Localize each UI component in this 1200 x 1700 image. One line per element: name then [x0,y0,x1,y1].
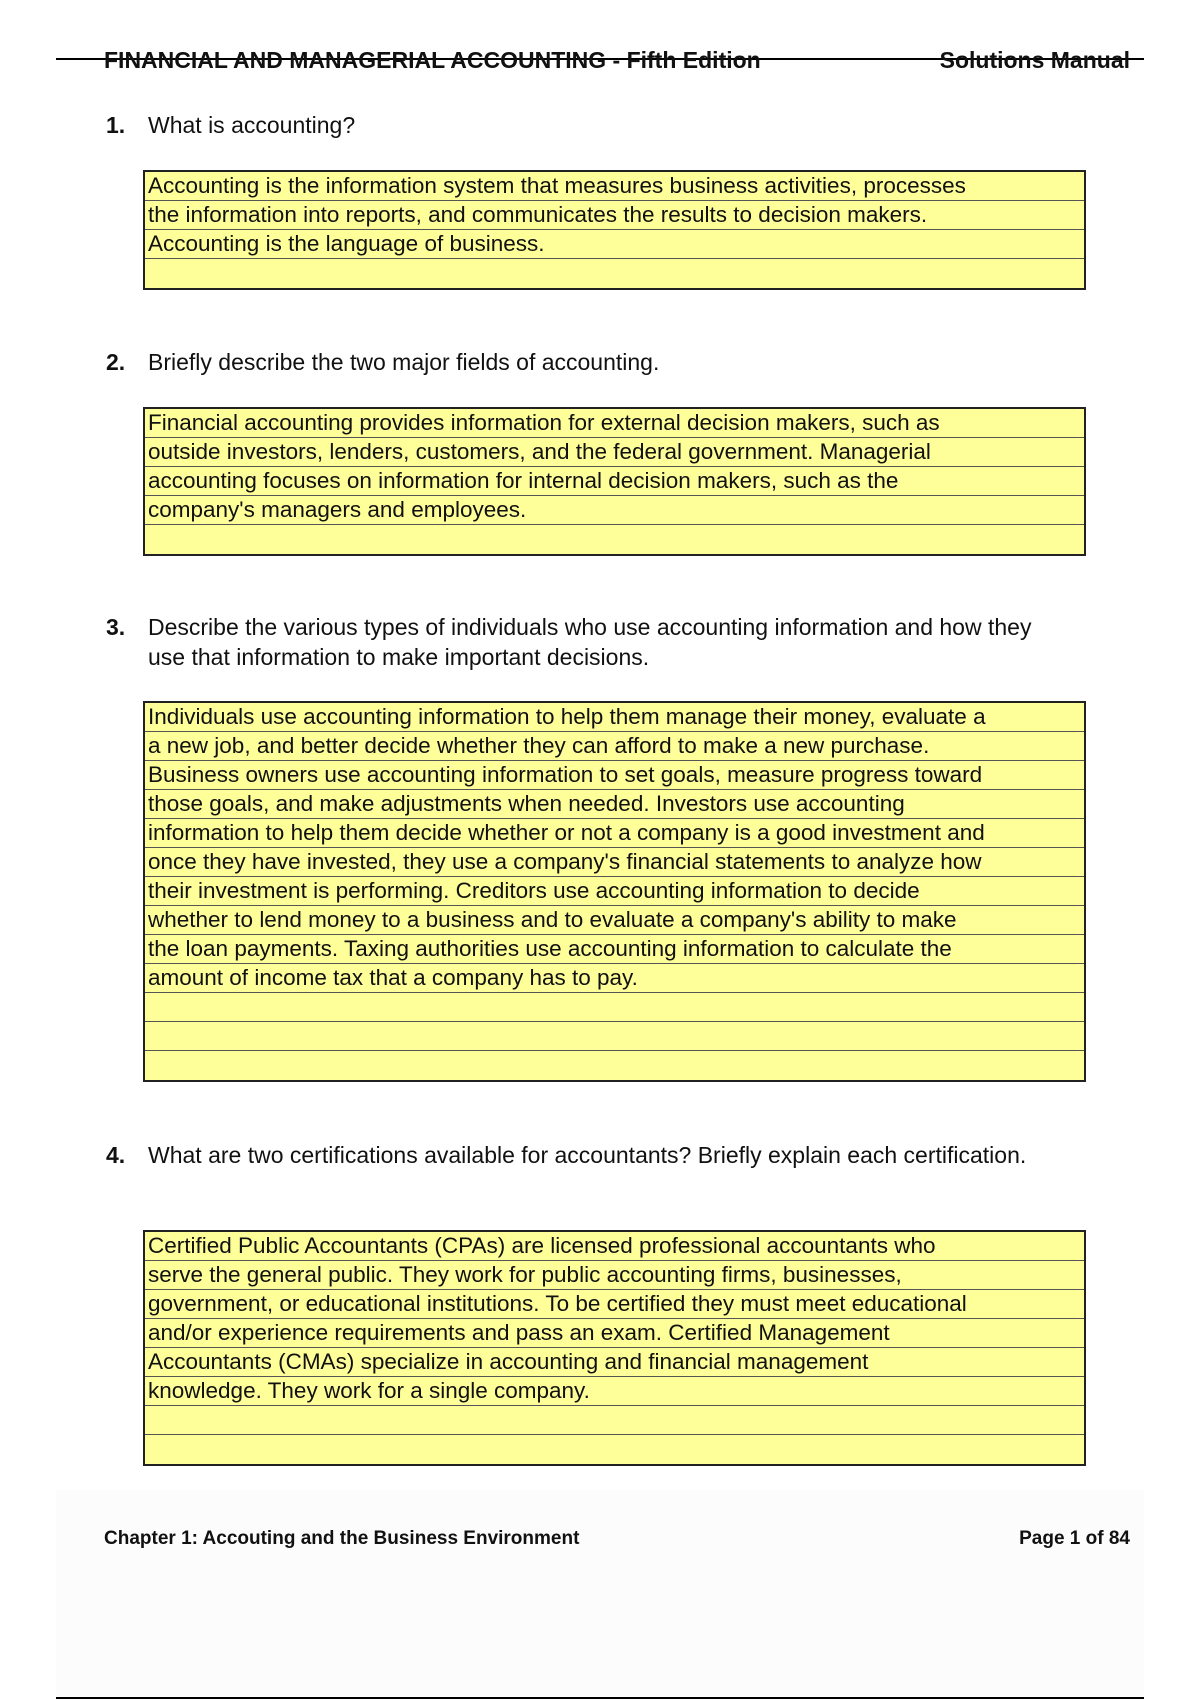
answer-line [145,259,1084,288]
answer-line: Accounting is the information system that measures business activities, processes [145,172,1084,201]
question-1 [106,110,1096,140]
question-text: What are two certifications available for accountants? Briefly explain each certification. [148,1142,1027,1168]
answer-line: serve the general public. They work for public accounting firms, businesses, [145,1261,1084,1290]
answer-line: Accountants (CMAs) specialize in accounting and financial management [145,1348,1084,1377]
question-text: What is accounting? [148,112,356,138]
manual-label: Solutions Manual [939,47,1130,73]
question-text: Briefly describe the two major fields of accounting. [148,349,660,375]
answer-line: those goals, and make adjustments when needed. Investors use accounting [145,790,1084,819]
answer-line: the loan payments. Taxing authorities use accounting information to calculate the [145,935,1084,964]
answer-line: information to help them decide whether or not a company is a good investment and [145,819,1084,848]
answer-line: whether to lend money to a business and to evaluate a company's ability to make [145,906,1084,935]
answer-box-4 [143,1230,1086,1466]
answer-line: once they have invested, they use a company's financial statements to analyze how [145,848,1084,877]
answer-line: a new job, and better decide whether they can afford to make a new purchase. [145,732,1084,761]
bottom-rule [56,1697,1144,1699]
answer-line [145,1051,1084,1080]
answer-line: knowledge. They work for a single company. [145,1377,1084,1406]
answer-line: Certified Public Accountants (CPAs) are licensed professional accountants who [145,1232,1084,1261]
answer-line: company's managers and employees. [145,496,1084,525]
answer-line: their investment is performing. Creditors use accounting information to decide [145,877,1084,906]
answer-line: the information into reports, and communicates the results to decision makers. [145,201,1084,230]
question-number: 1. [106,112,126,138]
answer-line: amount of income tax that a company has to pay. [145,964,1084,993]
chapter-title: Chapter 1: Accouting and the Business Environment [104,1528,580,1549]
footer-background [56,1490,1144,1696]
answer-box-3 [143,701,1086,1082]
answer-line: Accounting is the language of business. [145,230,1084,259]
question-number: 4. [106,1142,126,1168]
answer-line [145,1435,1084,1464]
answer-line: accounting focuses on information for internal decision makers, such as the [145,467,1084,496]
page-header [56,44,1144,73]
answer-line: government, or educational institutions. To be certified they must meet educational [145,1290,1084,1319]
answer-line [145,1406,1084,1435]
answer-line: Financial accounting provides information for external decision makers, such as [145,409,1084,438]
page-number: Page 1 of 84 [1019,1528,1130,1549]
answer-box-2 [143,407,1086,556]
answer-line: Individuals use accounting information to help them manage their money, evaluate a [145,703,1084,732]
question-text: Describe the various types of individuals who use accounting information and how they use that information to make important decisions. [148,614,1032,670]
answer-line: Business owners use accounting information to set goals, measure progress toward [145,761,1084,790]
question-number: 3. [106,614,126,640]
question-number: 2. [106,349,126,375]
answer-line: and/or experience requirements and pass an exam. Certified Management [145,1319,1084,1348]
answer-line: outside investors, lenders, customers, and the federal government. Managerial [145,438,1084,467]
question-4 [106,1140,1096,1170]
answer-line [145,525,1084,554]
answer-line [145,993,1084,1022]
book-title: FINANCIAL AND MANAGERIAL ACCOUNTING - Fifth Edition [104,47,761,73]
answer-line [145,1022,1084,1051]
question-2 [106,347,1096,377]
answer-box-1 [143,170,1086,290]
question-3 [106,612,1096,672]
